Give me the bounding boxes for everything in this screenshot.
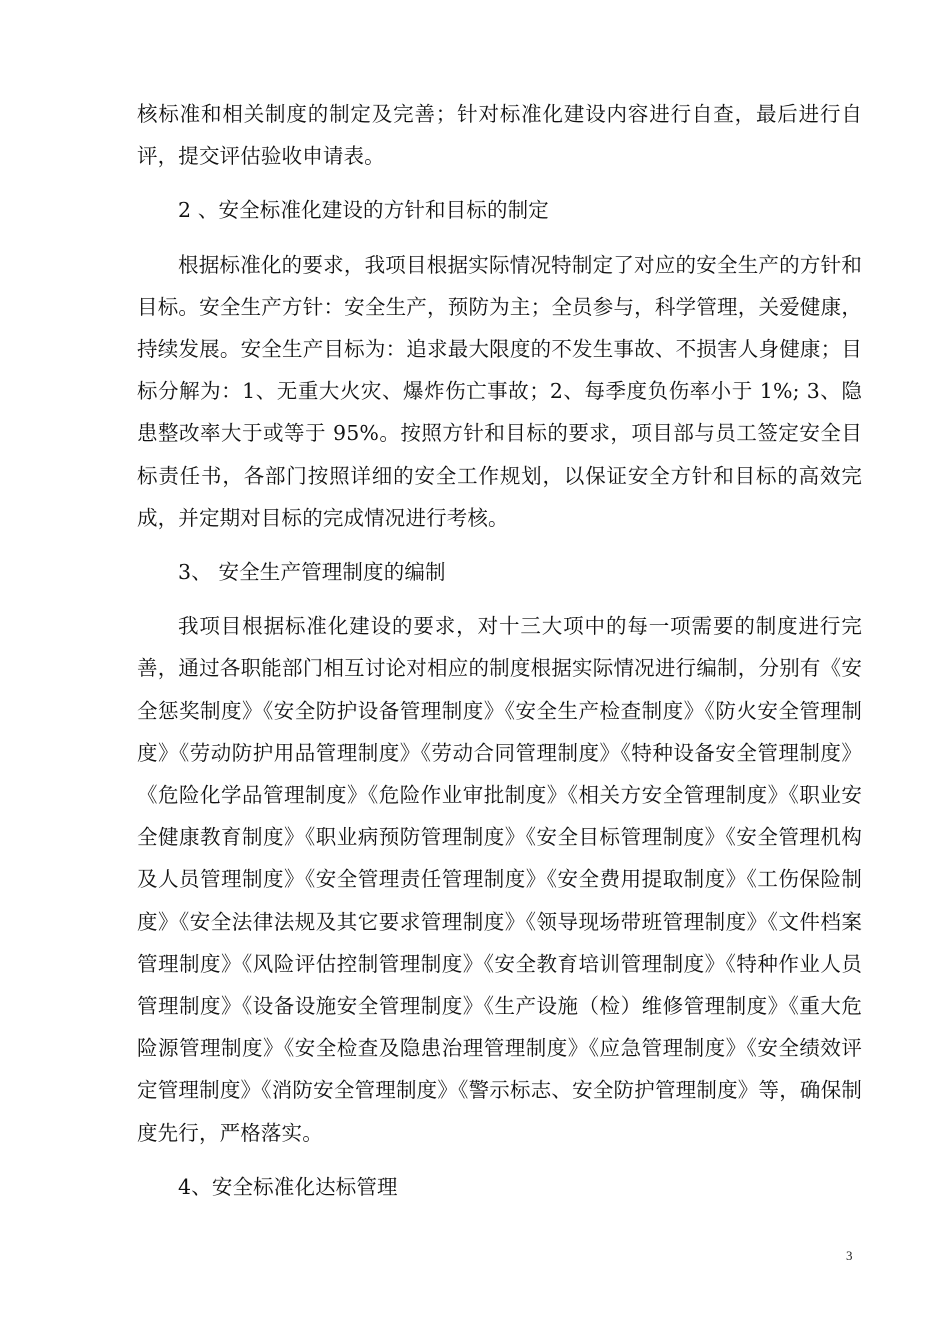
section-heading-4: 4、安全标准化达标管理 xyxy=(178,1174,398,1199)
paragraph-policy-goals: 根据标准化的要求，我项目根据实际情况特制定了对应的安全生产的方针和目标。安全生产方针：安全生产，预防为主；全员参与，科学管理，关爱健康，持续发展。安全生产目标为：追求最大限度的不发生事故、不损害人身健康；目标分解为：1、无重大火灾、爆炸伤亡事故；2、每季度负伤率小于 1%; 3、隐患整改率大于或等于 95%。按照方针和目标的要求，项目部与员工签定安全目标责任书，各部门按照详细的安全工作规划，以保证安全方针和目标的高效完成，并定期对目标的完成情况进行考核。 xyxy=(137,252,862,530)
paragraph-management-rules: 我项目根据标准化建设的要求，对十三大项中的每一项需要的制度进行完善，通过各职能部门相互讨论对相应的制度根据实际情况进行编制，分别有《安全惩奖制度》《安全防护设备管理制度》《安全生产检查制度》《防火安全管理制度》《劳动防护用品管理制度》《劳动合同管理制度》《特种设备安全管理制度》《危险化学品管理制度》《危险作业审批制度》《相关方安全管理制度》《职业安全健康教育制度》《职业病预防管理制度》《安全目标管理制度》《安全管理机构及人员管理制度》《安全管理责任管理制度》《安全费用提取制度》《工伤保险制度》《安全法律法规及其它要求管理制度》《领导现场带班管理制度》《文件档案管理制度》《风险评估控制管理制度》《安全教育培训管理制度》《特种作业人员管理制度》《设备设施安全管理制度》《生产设施（检）维修管理制度》《重大危险源管理制度》《安全检查及隐患治理管理制度》《应急管理制度》《安全绩效评定管理制度》《消防安全管理制度》《警示标志、安全防护管理制度》等，确保制度先行，严格落实。 xyxy=(137,614,862,1145)
section-heading-3: 3、 安全生产管理制度的编制 xyxy=(178,560,446,585)
section-heading-2: 2 、安全标准化建设的方针和目标的制定 xyxy=(178,198,549,223)
page-number: 3 xyxy=(846,1248,853,1263)
document-body xyxy=(137,93,862,1220)
paragraph-continuation: 核标准和相关制度的制定及完善；针对标准化建设内容进行自查，最后进行自评，提交评估验收申请表。 xyxy=(137,102,862,169)
